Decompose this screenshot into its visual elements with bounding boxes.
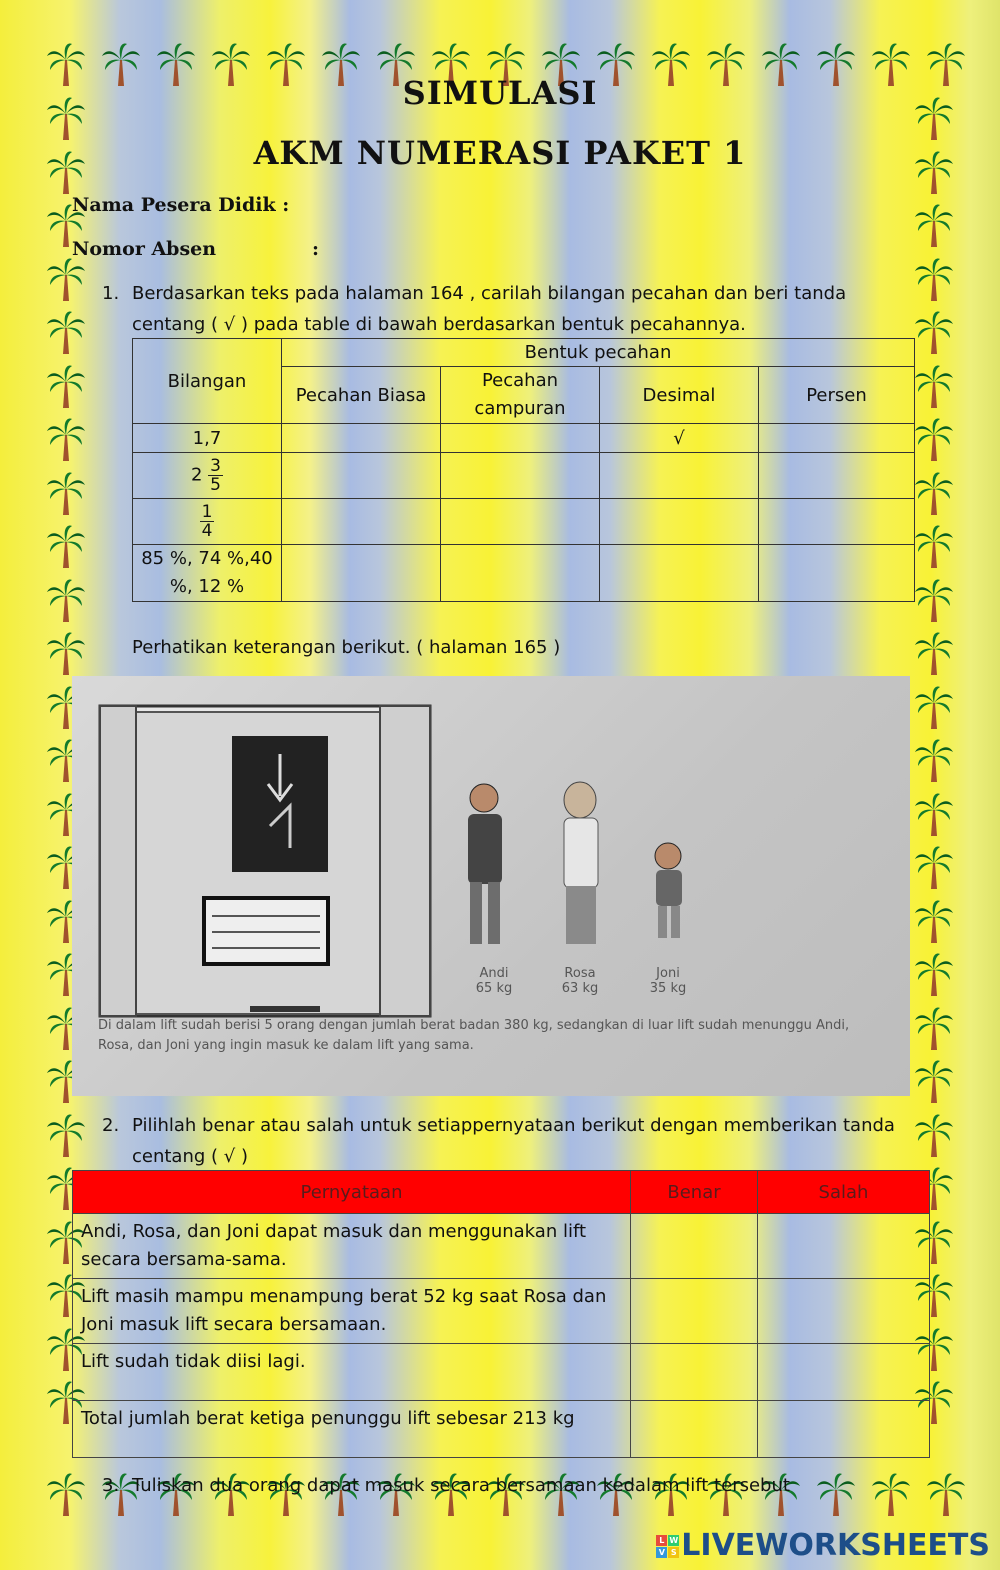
header-pernyataan: Pernyataan [73,1171,631,1214]
question-2-text-line2: centang ( √ ) [132,1146,248,1167]
joni-label: Joni 35 kg [649,966,687,996]
palm-tree-icon [914,899,954,945]
table-row [73,1214,930,1279]
page-subtitle: AKM NUMERASI PAKET 1 [253,134,747,172]
palm-tree-icon [914,792,954,838]
fraction [208,457,223,494]
note-text: Perhatikan keterangan berikut. ( halaman 165 ) [132,637,561,658]
check-cell[interactable] [600,499,759,545]
student-name-label: Nama Pesera Didik : [72,194,290,216]
palm-tree-icon [914,310,954,356]
header-desimal: Desimal [600,367,759,424]
check-cell[interactable] [759,499,915,545]
table-row [133,424,915,453]
question-1-text-line1: Berdasarkan teks pada halaman 164 , carilah bilangan pecahan dan beri tanda [132,283,847,304]
palm-tree-icon [914,1059,954,1105]
header-persen: Persen [759,367,915,424]
check-cell[interactable] [600,545,759,602]
figure-caption: Di dalam lift sudah berisi 5 orang dengan jumlah berat badan 380 kg, sedangkan di luar lift sudah menunggu Andi, Rosa, dan Joni yang ingin masuk ke dalam lift yang sama. [98,1018,850,1053]
palm-tree-icon [914,845,954,891]
question-3-text: Tuliskan dua orang dapat masuk secara bersamaan kedalam lift tersebut [132,1475,790,1496]
liveworksheets-brand-name: LIVEWORKSHEETS [681,1528,990,1563]
palm-tree-icon [46,1472,86,1518]
absen-number-colon: : [312,238,320,260]
check-cell[interactable] [282,453,441,499]
palm-tree-icon [46,417,86,463]
salah-cell[interactable] [758,1344,930,1401]
palm-tree-icon [926,1472,966,1518]
table-row [133,499,915,545]
statement: Andi, Rosa, dan Joni dapat masuk dan menggunakan lift secara bersama-sama. [73,1214,631,1279]
row-label-mixed-fraction [133,453,282,499]
fraction-denominator: 5 [210,475,221,495]
andi-label: Andi 65 kg [475,966,513,996]
row-label-fraction [133,499,282,545]
check-cell[interactable] [441,499,600,545]
person-rosa [564,782,598,944]
question-2-number: 2. [102,1115,120,1136]
palm-tree-icon [46,631,86,677]
palm-tree-icon [816,1472,856,1518]
fraction-denominator: 4 [201,521,213,541]
palm-tree-icon [46,310,86,356]
person-andi [468,784,502,944]
palm-tree-icon [914,364,954,410]
fraction-table [132,338,915,602]
benar-cell[interactable] [631,1279,758,1344]
row-label: 85 %, 74 %,40 %, 12 % [133,545,282,602]
palm-tree-icon [46,257,86,303]
header-salah: Salah [758,1171,930,1214]
salah-cell[interactable] [758,1214,930,1279]
liveworksheets-badge: L W V S [656,1535,679,1558]
true-false-table [72,1170,930,1458]
check-cell[interactable] [759,424,915,453]
palm-tree-icon [914,578,954,624]
benar-cell[interactable] [631,1344,758,1401]
absen-number-label: Nomor Absen [72,238,217,260]
question-3-number: 3. [102,1475,120,1496]
palm-tree-icon [914,738,954,784]
statement: Lift masih mampu menampung berat 52 kg saat Rosa dan Joni masuk lift secara bersamaan. [73,1279,631,1344]
check-cell[interactable] [282,499,441,545]
salah-cell[interactable] [758,1401,930,1458]
palm-tree-icon [914,257,954,303]
palm-tree-icon [914,685,954,731]
check-cell[interactable] [441,453,600,499]
palm-tree-icon [914,203,954,249]
palm-tree-icon [914,1113,954,1159]
table-row [133,545,915,602]
question-2-text-line1: Pilihlah benar atau salah untuk setiappernyataan berikut dengan memberikan tanda [132,1115,895,1136]
check-cell[interactable] [282,424,441,453]
statement: Total jumlah berat ketiga penunggu lift sebesar 213 kg [73,1401,631,1458]
table-row [73,1401,930,1458]
palm-tree-icon [914,524,954,570]
check-cell[interactable] [759,453,915,499]
check-cell[interactable] [282,545,441,602]
table-row [73,1279,930,1344]
fraction-whole: 2 [190,464,203,486]
fraction [200,503,215,540]
question-1-text-line2: centang ( √ ) pada table di bawah berdasarkan bentuk pecahannya. [132,314,746,335]
palm-tree-icon [46,471,86,517]
palm-tree-icon [914,1006,954,1052]
header-pecahan-biasa: Pecahan Biasa [282,367,441,424]
palm-tree-icon [914,417,954,463]
header-pecahan-campuran: Pecahan campuran [441,367,600,424]
header-bentuk-pecahan: Bentuk pecahan [282,339,915,367]
palm-tree-icon [46,578,86,624]
header-bilangan: Bilangan [133,339,282,424]
table-row [73,1344,930,1401]
check-cell[interactable] [600,453,759,499]
check-cell[interactable] [441,424,600,453]
benar-cell[interactable] [631,1401,758,1458]
rosa-label: Rosa 63 kg [561,966,599,996]
person-joni [655,843,682,938]
palm-tree-icon [871,1472,911,1518]
lift-illustration [72,676,910,1096]
salah-cell[interactable] [758,1279,930,1344]
fraction-numerator: 3 [210,456,221,476]
palm-tree-icon [46,524,86,570]
check-cell[interactable] [441,545,600,602]
header-benar: Benar [631,1171,758,1214]
statement: Lift sudah tidak diisi lagi. [73,1344,631,1401]
check-cell[interactable]: √ [600,424,759,453]
palm-tree-icon [46,1113,86,1159]
check-cell[interactable] [759,545,915,602]
palm-tree-icon [46,364,86,410]
fraction-numerator: 1 [201,502,213,522]
liveworksheets-logo [656,1528,990,1563]
palm-tree-icon [914,471,954,517]
row-label: 1,7 [133,424,282,453]
question-1-number: 1. [102,283,120,304]
page-title: SIMULASI [402,74,598,112]
palm-tree-icon [914,631,954,677]
benar-cell[interactable] [631,1214,758,1279]
table-row [133,453,915,499]
palm-tree-icon [914,952,954,998]
